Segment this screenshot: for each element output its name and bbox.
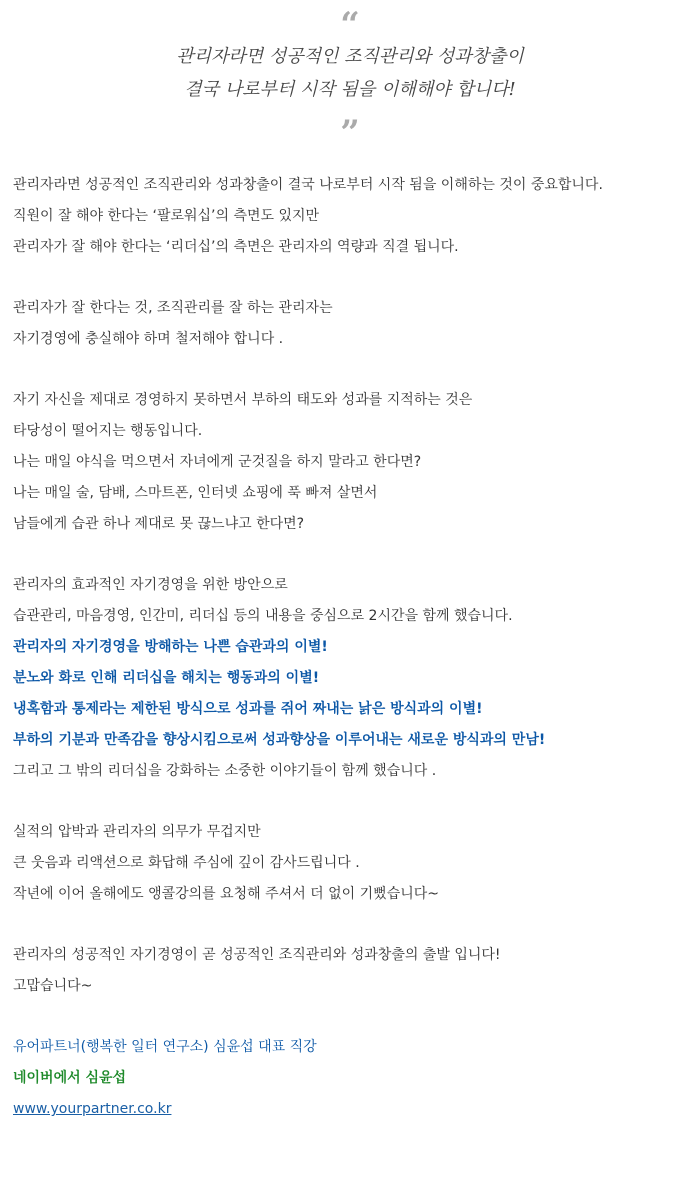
paragraph-7-line-2: 고맙습니다~	[13, 978, 93, 994]
paragraph-3-line-5: 남들에게 습관 하나 제대로 못 끊느냐고 한다면?	[13, 516, 305, 532]
paragraph-3-line-1: 자기 자신을 제대로 경영하지 못하면서 부하의 태도와 성과를 지적하는 것은	[13, 392, 473, 408]
paragraph-6-line-2: 큰 웃음과 리액션으로 화답해 주심에 깊이 감사드립니다 .	[13, 855, 360, 871]
paragraph-4-line-2: 습관관리, 마음경영, 인간미, 리더십 등의 내용을 중심으로 2시간을 함께 했습니다.	[13, 608, 513, 624]
paragraph-3-line-3: 나는 매일 야식을 먹으면서 자녀에게 군것질을 하지 말라고 한다면?	[13, 454, 422, 470]
paragraph-3-line-2: 타당성이 떨어지는 행동입니다.	[13, 423, 203, 439]
signature-naver: 네이버에서 심윤섭	[13, 1070, 127, 1086]
paragraph-1-line-3: 관리자가 잘 해야 한다는 ‘리더십’의 측면은 관리자의 역량과 직결 됩니다.	[13, 239, 459, 255]
paragraph-gap	[13, 910, 700, 940]
paragraph-3-line-4: 나는 매일 술, 담배, 스마트폰, 인터넷 쇼핑에 푹 빠져 살면서	[13, 485, 378, 501]
paragraph-6-line-1: 실적의 압박과 관리자의 의무가 무겁지만	[13, 824, 261, 840]
highlight-line-1: 관리자의 자기경영을 방해하는 나쁜 습관과의 이별!	[13, 639, 328, 655]
quote-line-2: 결국 나로부터 시작 됨을 이해해야 합니다!	[184, 79, 516, 100]
paragraph-1-line-1: 관리자라면 성공적인 조직관리와 성과창출이 결국 나로부터 시작 됨을 이해하는 것이 중요합니다.	[13, 177, 603, 193]
quote-block	[0, 0, 700, 153]
paragraph-gap	[13, 540, 700, 570]
paragraph-6-line-3: 작년에 이어 올해에도 앵콜강의를 요청해 주셔서 더 없이 기뻤습니다~	[13, 886, 440, 902]
paragraph-4-line-1: 관리자의 효과적인 자기경영을 위한 방안으로	[13, 577, 288, 593]
website-link[interactable]: www.yourpartner.co.kr	[13, 1101, 172, 1117]
paragraph-1-line-2: 직원이 잘 해야 한다는 ‘팔로워십’의 측면도 있지만	[13, 208, 320, 224]
paragraph-gap	[13, 787, 700, 817]
paragraph-7-line-1: 관리자의 성공적인 자기경영이 곧 성공적인 조직관리와 성과창출의 출발 입니다!	[13, 947, 501, 963]
highlight-line-2: 분노와 화로 인해 리더십을 해치는 행동과의 이별!	[13, 670, 320, 686]
paragraph-5-line-1: 그리고 그 밖의 리더십을 강화하는 소중한 이야기들이 함께 했습니다 .	[13, 763, 437, 779]
paragraph-2-line-1: 관리자가 잘 한다는 것, 조직관리를 잘 하는 관리자는	[13, 300, 333, 316]
highlight-line-4: 부하의 기분과 만족감을 향상시킴으로써 성과향상을 이루어내는 새로운 방식과의 만남!	[13, 732, 546, 748]
article-body	[0, 148, 700, 1125]
open-quote-mark: “	[340, 5, 360, 45]
close-quote-mark: ”	[340, 113, 360, 153]
paragraph-2-line-2: 자기경영에 충실해야 하며 철저해야 합니다 .	[13, 331, 284, 347]
paragraph-gap	[13, 1002, 700, 1032]
paragraph-gap	[13, 355, 700, 385]
highlight-line-3: 냉혹함과 통제라는 제한된 방식으로 성과를 쥐어 짜내는 낡은 방식과의 이별!	[13, 701, 483, 717]
signature-org: 유어파트너(행복한 일터 연구소) 심윤섭 대표 직강	[13, 1039, 317, 1055]
paragraph-gap	[13, 263, 700, 293]
quote-line-1: 관리자라면 성공적인 조직관리와 성과창출이	[176, 46, 524, 67]
